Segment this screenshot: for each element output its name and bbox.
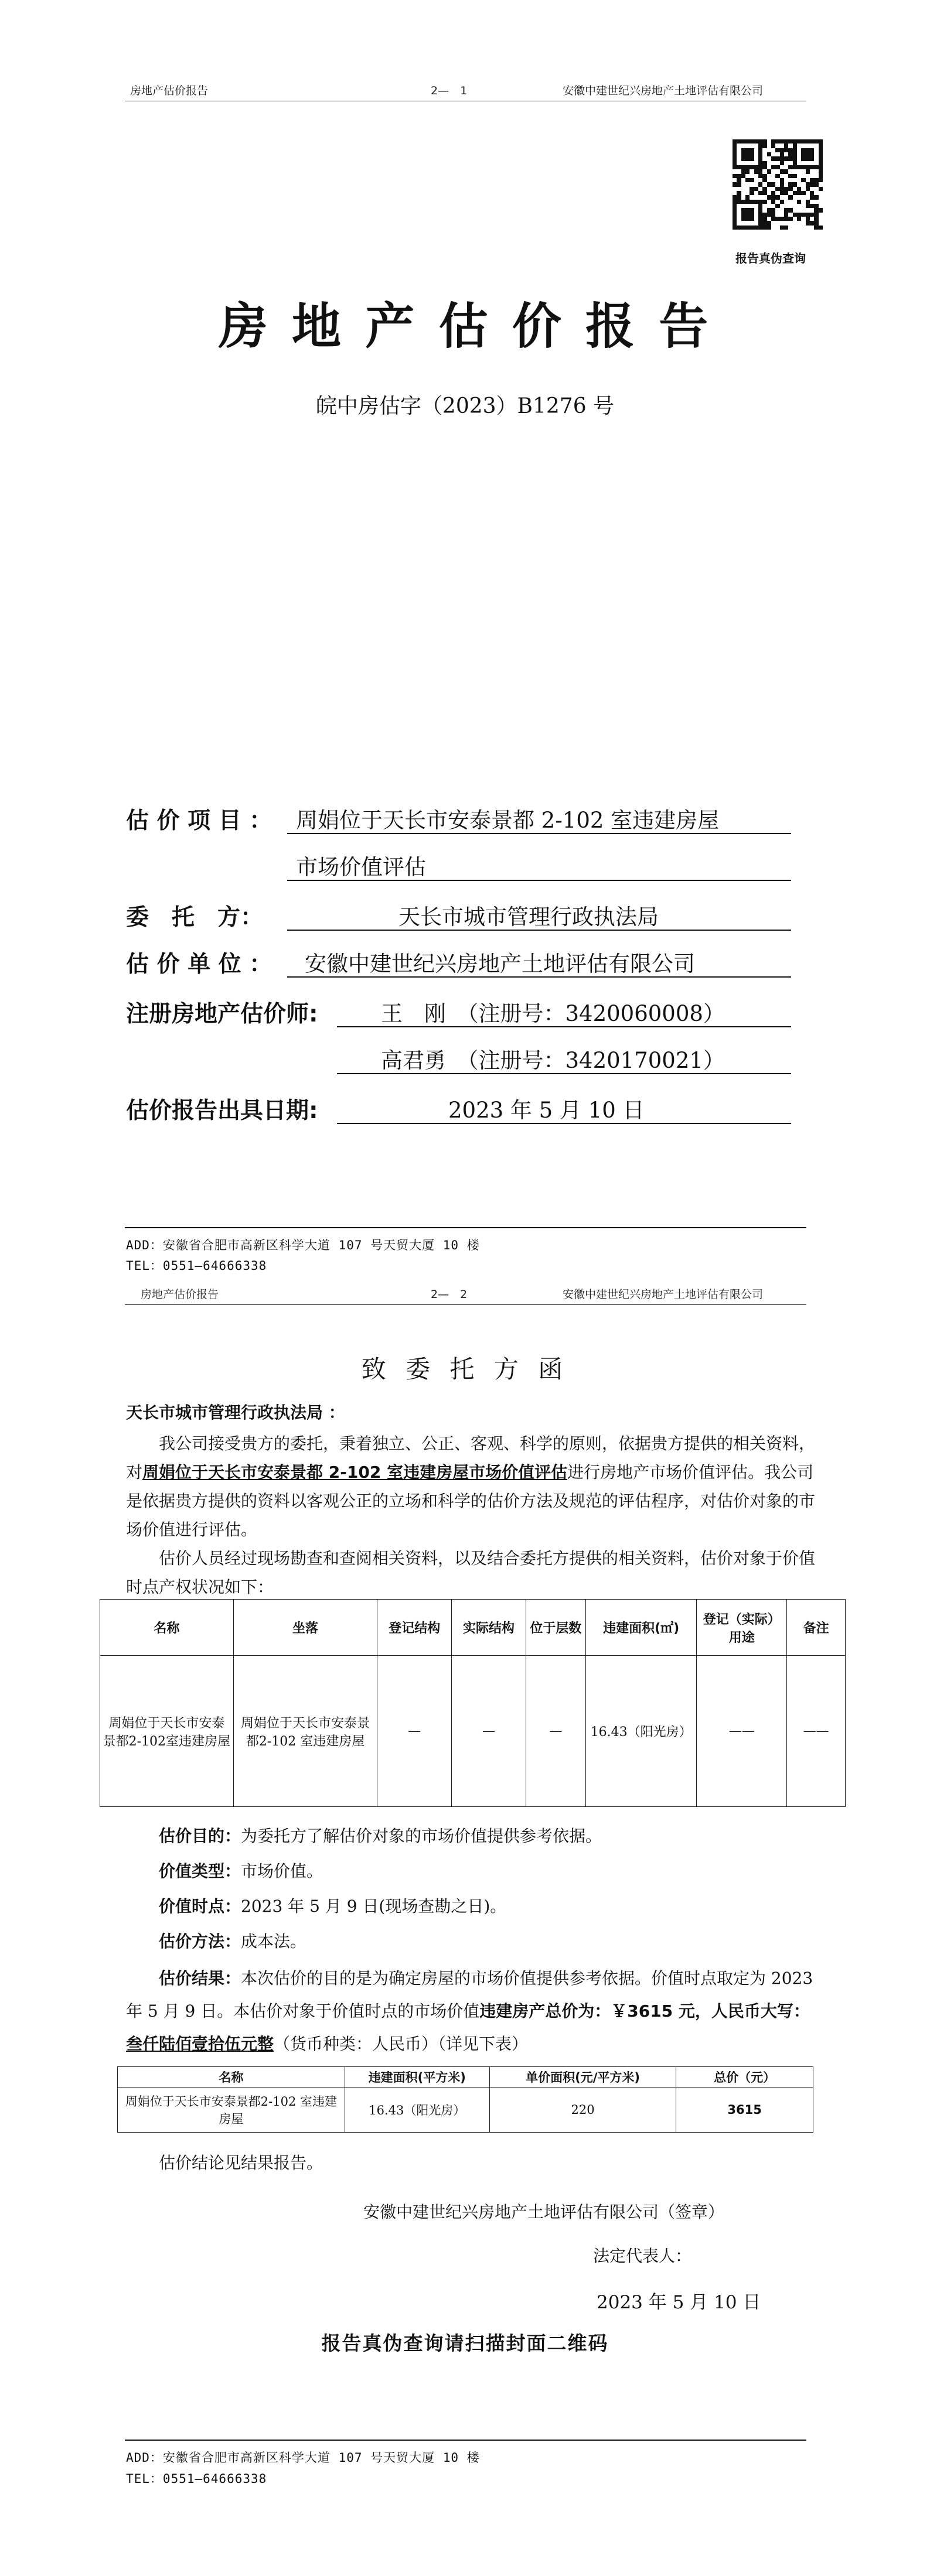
page-header-left: 房地产估价报告 bbox=[141, 1288, 219, 1301]
footer-address: ADD：安徽省合肥市高新区科学大道 107 号天贸大厦 10 楼 bbox=[126, 2451, 480, 2465]
letter-title: 致 委 托 方 函 bbox=[361, 1355, 569, 1383]
table-header-row: 名称 坐落 登记结构 实际结构 位于层数 违建面积(㎡) 登记（实际）用途 备注 bbox=[100, 1600, 846, 1656]
purpose-line: 估价目的：为委托方了解估价对象的市场价值提供参考依据。 bbox=[159, 1826, 602, 1846]
header-rule bbox=[125, 1304, 806, 1305]
date-label: 估价报告出具日期: bbox=[126, 1098, 318, 1124]
client-value: 天长市城市管理行政执法局 bbox=[398, 904, 659, 930]
status-paragraph: 估价人员经过现场勘查和查阅相关资料，以及结合委托方提供的相关资料，估价对象于价值时点产权状况如下： bbox=[126, 1549, 816, 1597]
unit-value: 安徽中建世纪兴房地产土地评估有限公司 bbox=[305, 951, 695, 976]
table-header-row: 名称 违建面积(平方米) 单价面积(元/平方米) 总价（元） bbox=[118, 2067, 813, 2088]
legal-representative: 法定代表人： bbox=[593, 2246, 692, 2266]
signature-date: 2023 年 5 月 10 日 bbox=[597, 2292, 761, 2313]
authenticity-note: 报告真伪查询请扫描封面二维码 bbox=[321, 2332, 609, 2355]
client-label: 委 托 方： bbox=[126, 904, 264, 931]
conclusion-line: 估价结论见结果报告。 bbox=[159, 2153, 323, 2172]
unit-label: 估 价 单 位 ： bbox=[126, 951, 272, 978]
result-paragraph: 估价结果：本次估价的目的是为确定房屋的市场价值提供参考依据。价值时点取定为 2023 年 5 月 9 日。本估价对象于价值时点的市场价值违建房产总价为：￥3615 元，人民币大写：叁仟陆佰壹拾伍元整（货币种类：人民币）（详见下表） bbox=[126, 1969, 813, 2054]
page-header-right: 安徽中建世纪兴房地产土地评估有限公司 bbox=[563, 1288, 764, 1301]
page-header-right: 安徽中建世纪兴房地产土地评估有限公司 bbox=[563, 84, 764, 97]
report-title: 房 地 产 估 价 报 告 bbox=[218, 298, 712, 355]
date-value: 2023 年 5 月 10 日 bbox=[448, 1098, 645, 1123]
method-line: 估价方法：成本法。 bbox=[159, 1932, 307, 1951]
intro-paragraph: 我公司接受贵方的委托，秉着独立、公正、客观、科学的原则，依据贵方提供的相关资料，对周娟位于天长市安泰景都 2-102 室违建房屋市场价值评估进行房地产市场价值评估。我公司是依据贵方提供的资料以客观公正的立场和科学的估价方法及规范的评估程序，对估价对象的市场价值进行评估。 bbox=[126, 1434, 816, 1539]
report-number: 皖中房估字（2023）B1276 号 bbox=[315, 394, 615, 418]
valuation-table bbox=[117, 2066, 813, 2133]
project-line-2: 市场价值评估 bbox=[296, 855, 426, 880]
project-label: 估 价 项 目 ： bbox=[126, 808, 272, 834]
table-row: 周娟位于天长市安泰景都2-102室违建房屋 周娟位于天长市安泰景都2-102 室违建房屋 — — — 16.43（阳光房） —— —— bbox=[100, 1656, 846, 1807]
appraiser-2: 高君勇 （注册号：3420170021） bbox=[381, 1048, 725, 1073]
footer-address: ADD：安徽省合肥市高新区科学大道 107 号天贸大厦 10 楼 bbox=[126, 1238, 480, 1252]
footer-tel: TEL：0551—64666338 bbox=[126, 1259, 267, 1273]
table-row: 周娟位于天长市安泰景都2-102 室违建房屋 16.43（阳光房） 220 3615 bbox=[118, 2088, 813, 2133]
page-header-left: 房地产估价报告 bbox=[130, 84, 209, 97]
value-type-line: 价值类型：市场价值。 bbox=[159, 1861, 323, 1881]
page-number: 2— 1 bbox=[431, 84, 468, 97]
company-signature: 安徽中建世纪兴房地产土地评估有限公司（签章） bbox=[363, 2202, 725, 2222]
page-number: 2— 2 bbox=[431, 1288, 468, 1301]
footer-tel: TEL：0551—64666338 bbox=[126, 2472, 267, 2486]
qr-caption: 报告真伪查询 bbox=[735, 251, 806, 265]
appraiser-1: 王 刚 （注册号：3420060008） bbox=[381, 1001, 725, 1026]
property-table bbox=[100, 1599, 846, 1807]
footer-rule bbox=[125, 1227, 806, 1228]
project-line-1: 周娟位于天长市安泰景都 2-102 室违建房屋 bbox=[296, 808, 720, 833]
qr-code-icon bbox=[733, 139, 823, 230]
footer-rule bbox=[125, 2440, 806, 2441]
value-time-line: 价值时点：2023 年 5 月 9 日(现场查勘之日)。 bbox=[159, 1897, 507, 1916]
salutation: 天长市城市管理行政执法局 ： bbox=[126, 1403, 345, 1422]
appraiser-label: 注册房地产估价师: bbox=[126, 1001, 318, 1027]
